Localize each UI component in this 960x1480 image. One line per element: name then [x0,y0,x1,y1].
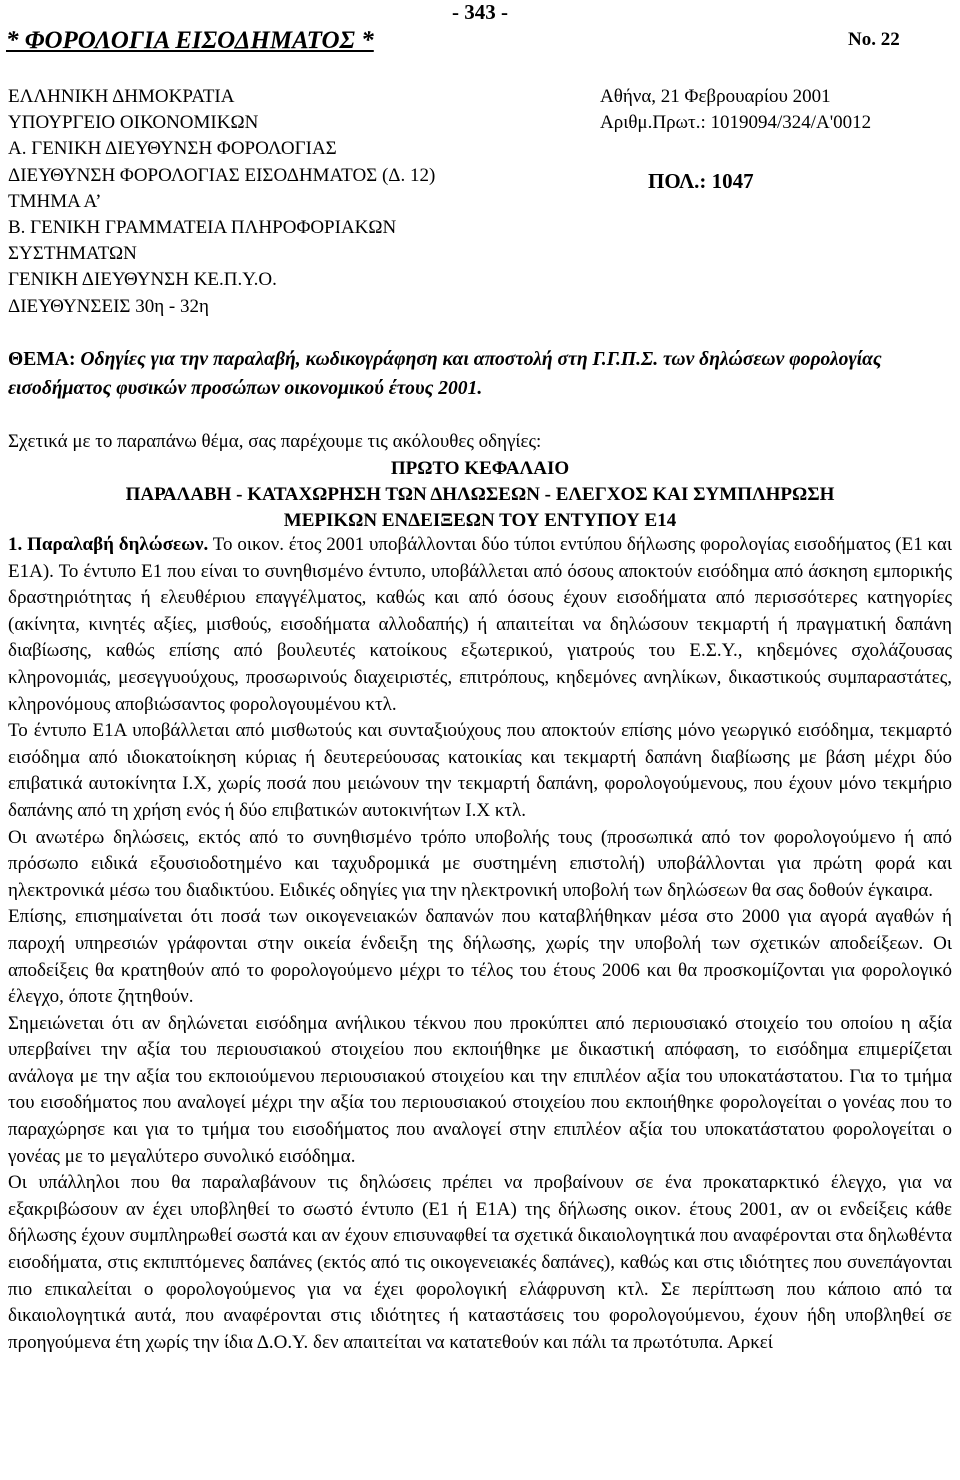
issue-number: No. 22 [848,29,900,50]
chapter-number: ΠΡΩΤΟ ΚΕΦΑΛΑΙΟ [390,458,570,479]
place-date: Αθήνα, 21 Φεβρουαρίου 2001 [600,86,831,107]
subject-text: Οδηγίες για την παραλαβή, κωδικογράφηση και αποστολή στη Γ.Γ.Π.Σ. των δηλώσεων φορολογίας εισοδήματος φυσικών προσώπων οικονομικού έτους 2001. [8,349,882,399]
series-title: * ΦΟΡΟΛΟΓΙΑ ΕΙΣΟΔΗΜΑΤΟΣ * [6,27,374,54]
subject-block [8,345,953,403]
body-text [8,532,952,1356]
paragraph-text: Το οικον. έτος 2001 υποβάλλονται δύο τύποι εντύπου δήλωσης φορολογίας εισοδήματος (Ε1 και Ε1Α). Το έντυπο Ε1 που είναι το συνηθισμένο έντυπο, υποβάλλεται από όσους αποκτούν εισόδημα από άσκηση εμπορικής δραστηριότητας ή ελευθέριου επαγγέλματος, καθώς και από όσους έχουν εισοδήματα από περισσότερες κατηγορίες (ακίνητα, κινητές αξίες, μισθούς, εισοδήματα αλλοδαπής) ή απαιτείται να δηλώσουν τεκμαρτή ή πραγματική δαπάνη διαβίωσης, καθώς επίσης από βουλευτές κατοίκους εξωτερικού, γιατρούς του Ε.Σ.Υ., κηδεμόνες σχολάζουσας κληρονομιάς, μεσεγγυούχους, προσωρινούς διαχειριστές, επιτρόπους, κηδεμόνες ανηλίκων, δικαστικούς συμπαραστάτες, κληρονόμους αποβιώσαντος φορολογουμένου κτλ. [8,534,952,715]
subject-label: ΘΕΜΑ: [8,349,76,370]
page-number: - 343 - [452,0,508,24]
issuer-line: ΕΛΛΗΝΙΚΗ ΔΗΜΟΚΡΑΤΙΑ [8,86,235,107]
issuer-line: ΓΕΝΙΚΗ ΔΙΕΥΘΥΝΣΗ ΚΕ.Π.Υ.Ο. [8,269,277,291]
chapter-title-line1: ΠΑΡΑΛΑΒΗ - ΚΑΤΑΧΩΡΗΣΗ ΤΩΝ ΔΗΛΩΣΕΩΝ - ΕΛΕΓΧΟΣ ΚΑΙ ΣΥΜΠΛΗΡΩΣΗ [125,484,835,505]
section-heading: 1. Παραλαβή δηλώσεων. [8,534,209,555]
issuer-line: ΤΜΗΜΑ Α’ [8,190,102,212]
paragraph: Επίσης, επισημαίνεται ότι ποσά των οικογενειακών δαπανών που καταβλήθηκαν μέσα στο 2000 για αγορά αγαθών ή παροχή υπηρεσιών γράφονται στην οικεία ένδειξη της δήλωσης, χωρίς την υποβολή των σχετικών αποδείξεων. Οι αποδείξεις θα κρατηθούν από το φορολογούμενο μέχρι το τέλος του έτους 2006 και θα προσκομίζονται για φορολογικό έλεγχο, όποτε ζητηθούν. [8,906,952,1008]
circular-number: ΠΟΛ.: 1047 [648,169,754,193]
issuer-line: ΔΙΕΥΘΥΝΣΗ ΦΟΡΟΛΟΓΙΑΣ ΕΙΣΟΔΗΜΑΤΟΣ (Δ. 12) [8,164,436,186]
issuer-line: ΣΥΣΤΗΜΑΤΩΝ [8,243,137,265]
paragraph: Οι ανωτέρω δηλώσεις, εκτός από το συνηθισμένο τρόπο υποβολής τους (προσωπικά από τον φορολογούμενο ή από πρόσωπο ειδικά εξουσιοδοτημένο και ταχυδρομικά με συστημένη επιστολή) υποβάλλονται για πρώτη φορά και ηλεκτρονικά μέσω του διαδικτύου. Ειδικές οδηγίες για την ηλεκτρονική υποβολή των δηλώσεων θα σας δοθούν έγκαιρα. [8,826,952,901]
meta-block [600,84,871,136]
issuer-line: Α. ΓΕΝΙΚΗ ΔΙΕΥΘΥΝΣΗ ΦΟΡΟΛΟΓΙΑΣ [8,138,337,160]
paragraph [8,532,952,718]
issuer-line: ΔΙΕΥΘΥΝΣΕΙΣ 30η - 32η [8,295,209,317]
paragraph: Το έντυπο Ε1Α υποβάλλεται από μισθωτούς και συνταξιούχους που αποκτούν επίσης μόνο γεωργικό εισόδημα, τεκμαρτό εισόδημα από ιδιοκατοίκηση κύριας ή δευτερεύουσας κατοικίας και τεκμαρτή δαπάνη διαβίωσης με βάση μέχρι δύο επιβατικά αυτοκίνητα Ι.Χ, χωρίς ποσά που μειώνουν την τεκμαρτή δαπάνη, φορολογούμενους, που έχουν μόνο τεκμήριο δαπάνης από τη χρήση ενός ή δύο επιβατικών αυτοκινήτων Ι.Χ κτλ. [8,720,952,821]
intro-text: Σχετικά με το παραπάνω θέμα, σας παρέχουμε τις ακόλουθες οδηγίες: [8,431,542,452]
issuer-line: ΥΠΟΥΡΓΕΙΟ ΟΙΚΟΝΟΜΙΚΩΝ [8,112,259,134]
paragraph: Οι υπάλληλοι που θα παραλαβάνουν τις δηλώσεις πρέπει να προβαίνουν σε ένα προκαταρκτικό έλεγχο, για να εξακριβώσουν αν έχει υποβληθεί το σωστό έντυπο (Ε1 ή Ε1Α) της δήλωσης οικον. έτους 2001, αν οι ενδείξεις κάθε δήλωσης έχουν συμπληρωθεί σωστά και αν έχουν επισυναφθεί τα σχετικά δικαιολογητικά που αναφέρονται στα δηλωθέντα εισοδήματα, στις εκπιπτόμενες δαπάνες (εκτός από τις οικογενειακές δαπάνες), καθώς και στις ιδιότητες που συνεπάγονται πιο επικαλείται ο φορολογούμενος για να έχει φορολογική ελάφρυνση κτλ. Σε περίπτωση που κάποιο από τα δικαιολογητικά αυτά, που αναφέρονται στις ιδιότητες ή καταστάσεις του φορολογούμενου, έχουν ήδη υποβληθεί σε προηγούμενα έτη χωρίς την ίδια Δ.Ο.Υ. δεν απαιτείται να κατατεθούν και πάλι τα πρωτότυπα. Αρκεί [8,1172,952,1353]
issuer-block [8,84,435,320]
issuer-line: Β. ΓΕΝΙΚΗ ΓΡΑΜΜΑΤΕΙΑ ΠΛΗΡΟΦΟΡΙΑΚΩΝ [8,217,397,239]
chapter-title-line2: ΜΕΡΙΚΩΝ ΕΝΔΕΙΞΕΩΝ ΤΟΥ ΕΝΤΥΠΟΥ Ε14 [283,510,677,531]
protocol-number: Αριθμ.Πρωτ.: 1019094/324/Α'0012 [600,112,872,134]
paragraph: Σημειώνεται ότι αν δηλώνεται εισόδημα ανήλικου τέκνου που προκύπτει από περιουσιακό στοιχείο του οποίου η αξία υπερβαίνει την αξία του περιουσιακού στοιχείου που εκποιήθηκε με δικαστική απόφαση, το εισόδημα επιμερίζεται ανάλογα με την αξία του εκποιούμενου περιουσιακού στοιχείου και την επιπλέον αξία του υποκατάστατου. Για το τμήμα του εισοδήματος που αναλογεί μέχρι την αξία του περιουσιακού στοιχείου που εκποιήθηκε φορολογείται ο γονέας που το παραχώρησε και για το τμήμα του εισοδήματος που αναλογεί στην επιπλέον αξία του υποκατάστατου φορολογείται ο γονέας με το μεγαλύτερο συνολικό εισόδημα. [8,1012,952,1167]
